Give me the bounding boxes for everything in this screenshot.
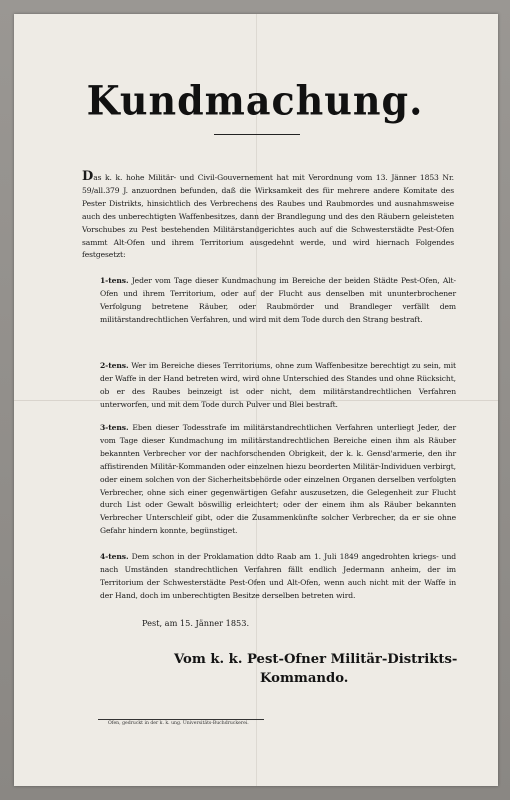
intro-text: as k. k. hohe Militär- und Civil-Gouvernement hat mit Verordnung vom 13. Jänner 1853 Nr. 59/all.379 J. anzuordnen befunden, daß die Wirksamkeit des für mehrere andere Komitate des Pester Distrikts, hinsichtlich des Verbrechens des Raubes und Raubmordes und ausnahmsweise auch des unberechtigten Waffenbesitzes, dann der Brandlegung und des den Räubern geleisteten Vorschubes zu Pest bestehenden Militärstandgerichtes auch auf die Schwesterstädte Pest-Ofen sammt Alt-Ofen und ihrem Territorium ausgedehnt werde, und wird hiernach Folgendes festgesetzt: — [82, 173, 454, 260]
paragraph-number: 1-tens. — [100, 276, 129, 285]
paragraph-number: 2-tens. — [100, 361, 129, 370]
paragraph-text: Eben dieser Todesstrafe im militärstandrechtlichen Verfahren unterliegt Jeder, der vom Tage dieser Kundmachung im militärstandrechtlichen Bereiche einen ihm als Räuber bekannten Verbrecher vor der nachforschenden Obrigkeit, der k. k. Gensd'armerie, den ihr affistirenden Militär-Kommanden oder einzelnen hiezu beorderten Militär-Individuen verbirgt, oder einem solchen von der Sicherheitsbehörde oder einzelnen Organen derselben verfolgten Verbrecher, ohne sich einer gegenwärtigen Gefahr auszusetzen, die Gelegenheit zur Flucht durch List oder Gewalt böswillig erleichtert; oder der einem ihm als Räuber bekannten Verbrecher Unterschleif gibt, oder die Zusammenkünfte solcher Verbrecher, da er sie ohne Gefahr hindern konnte, begünstiget. — [100, 423, 456, 536]
date-line: Pest, am 15. Jänner 1853. — [142, 618, 250, 628]
document-title: Kundmachung. — [86, 76, 424, 125]
intro-paragraph — [82, 169, 454, 262]
signature-block — [174, 650, 474, 688]
imprint-divider — [98, 719, 264, 720]
paragraph-number: 3-tens. — [100, 423, 129, 432]
paragraph-3 — [100, 422, 456, 538]
paragraph-1 — [100, 275, 456, 327]
signature-line-1: Vom k. k. Pest-Ofner Militär-Distrikts- — [174, 652, 458, 667]
signature-line-2: Kommando. — [260, 671, 349, 686]
paragraph-text: Dem schon in der Proklamation ddto Raab am 1. Juli 1849 angedrohten kriegs- und nach Umständen standrechtlichen Verfahren fällt endlich Jedermann anheim, der im Territorium der Schwesterstädte Pest-Ofen und Alt-Ofen, wenn auch nicht mit der Waffe in der Hand, doch im unberechtigten Besitze derselben betreten wird. — [100, 552, 456, 600]
paragraph-text: Jeder vom Tage dieser Kundmachung im Bereiche der beiden Städte Pest-Ofen, Alt-Ofen und ihrem Territorium, oder auf der Flucht aus denselben mit ununterbrochener Verfolgung betretene Räuber, oder Raubmörder und Brandleger verfällt dem militärstandrechtlichen Verfahren, und wird mit dem Tode durch den Strang bestraft. — [100, 276, 456, 324]
printer-imprint: Ofen, gedruckt in der k. k. ung. Universitäts-Buchdruckerei. — [108, 721, 249, 726]
paragraph-text: Wer im Bereiche dieses Territoriums, ohne zum Waffenbesitze berechtigt zu sein, mit der Waffe in der Hand betreten wird, wird ohne Unterschied des Standes und ohne Rücksicht, ob er des Raubes beinzeigt ist oder nicht, dem militärstandrechtlichen Verfahren unterworfen, und mit dem Tode durch Pulver und Blei bestraft. — [100, 361, 456, 409]
title-divider — [214, 134, 300, 135]
paragraph-2 — [100, 360, 456, 412]
intro-initial: D — [82, 169, 94, 184]
paragraph-number: 4-tens. — [100, 552, 129, 561]
paragraph-4 — [100, 551, 456, 603]
